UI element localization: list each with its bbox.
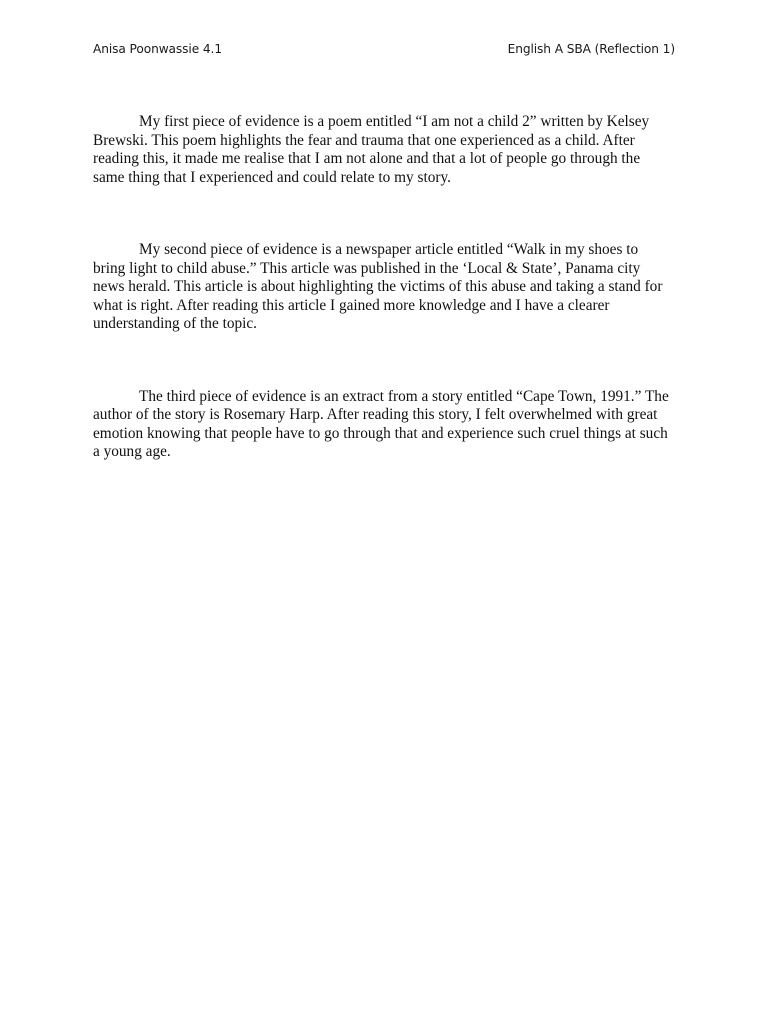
header-title: English A SBA (Reflection 1) [507, 42, 675, 56]
header-author: Anisa Poonwassie 4.1 [93, 42, 222, 56]
page-header [93, 42, 675, 60]
document-body [93, 113, 673, 462]
paragraph-evidence-2: My second piece of evidence is a newspaper article entitled “Walk in my shoes to bring light to child abuse.” This article was published in the ‘Local & State’, Panama city news herald. This article is about highlighting the victims of this abuse and taking a stand for what is right. After reading this article I gained more knowledge and I have a clearer understanding of the topic. [93, 241, 663, 332]
paragraph-evidence-3: The third piece of evidence is an extract from a story entitled “Cape Town, 1991.” The author of the story is Rosemary Harp. After reading this story, I felt overwhelmed with great emotion knowing that people have to go through that and experience such cruel things at such a young age. [93, 387, 669, 460]
paragraph-evidence-1: My first piece of evidence is a poem entitled “I am not a child 2” written by Kelsey Brewski. This poem highlights the fear and trauma that one experienced as a child. After reading this, it made me realise that I am not alone and that a lot of people go through the same thing that I experienced and could relate to my story. [93, 113, 650, 186]
